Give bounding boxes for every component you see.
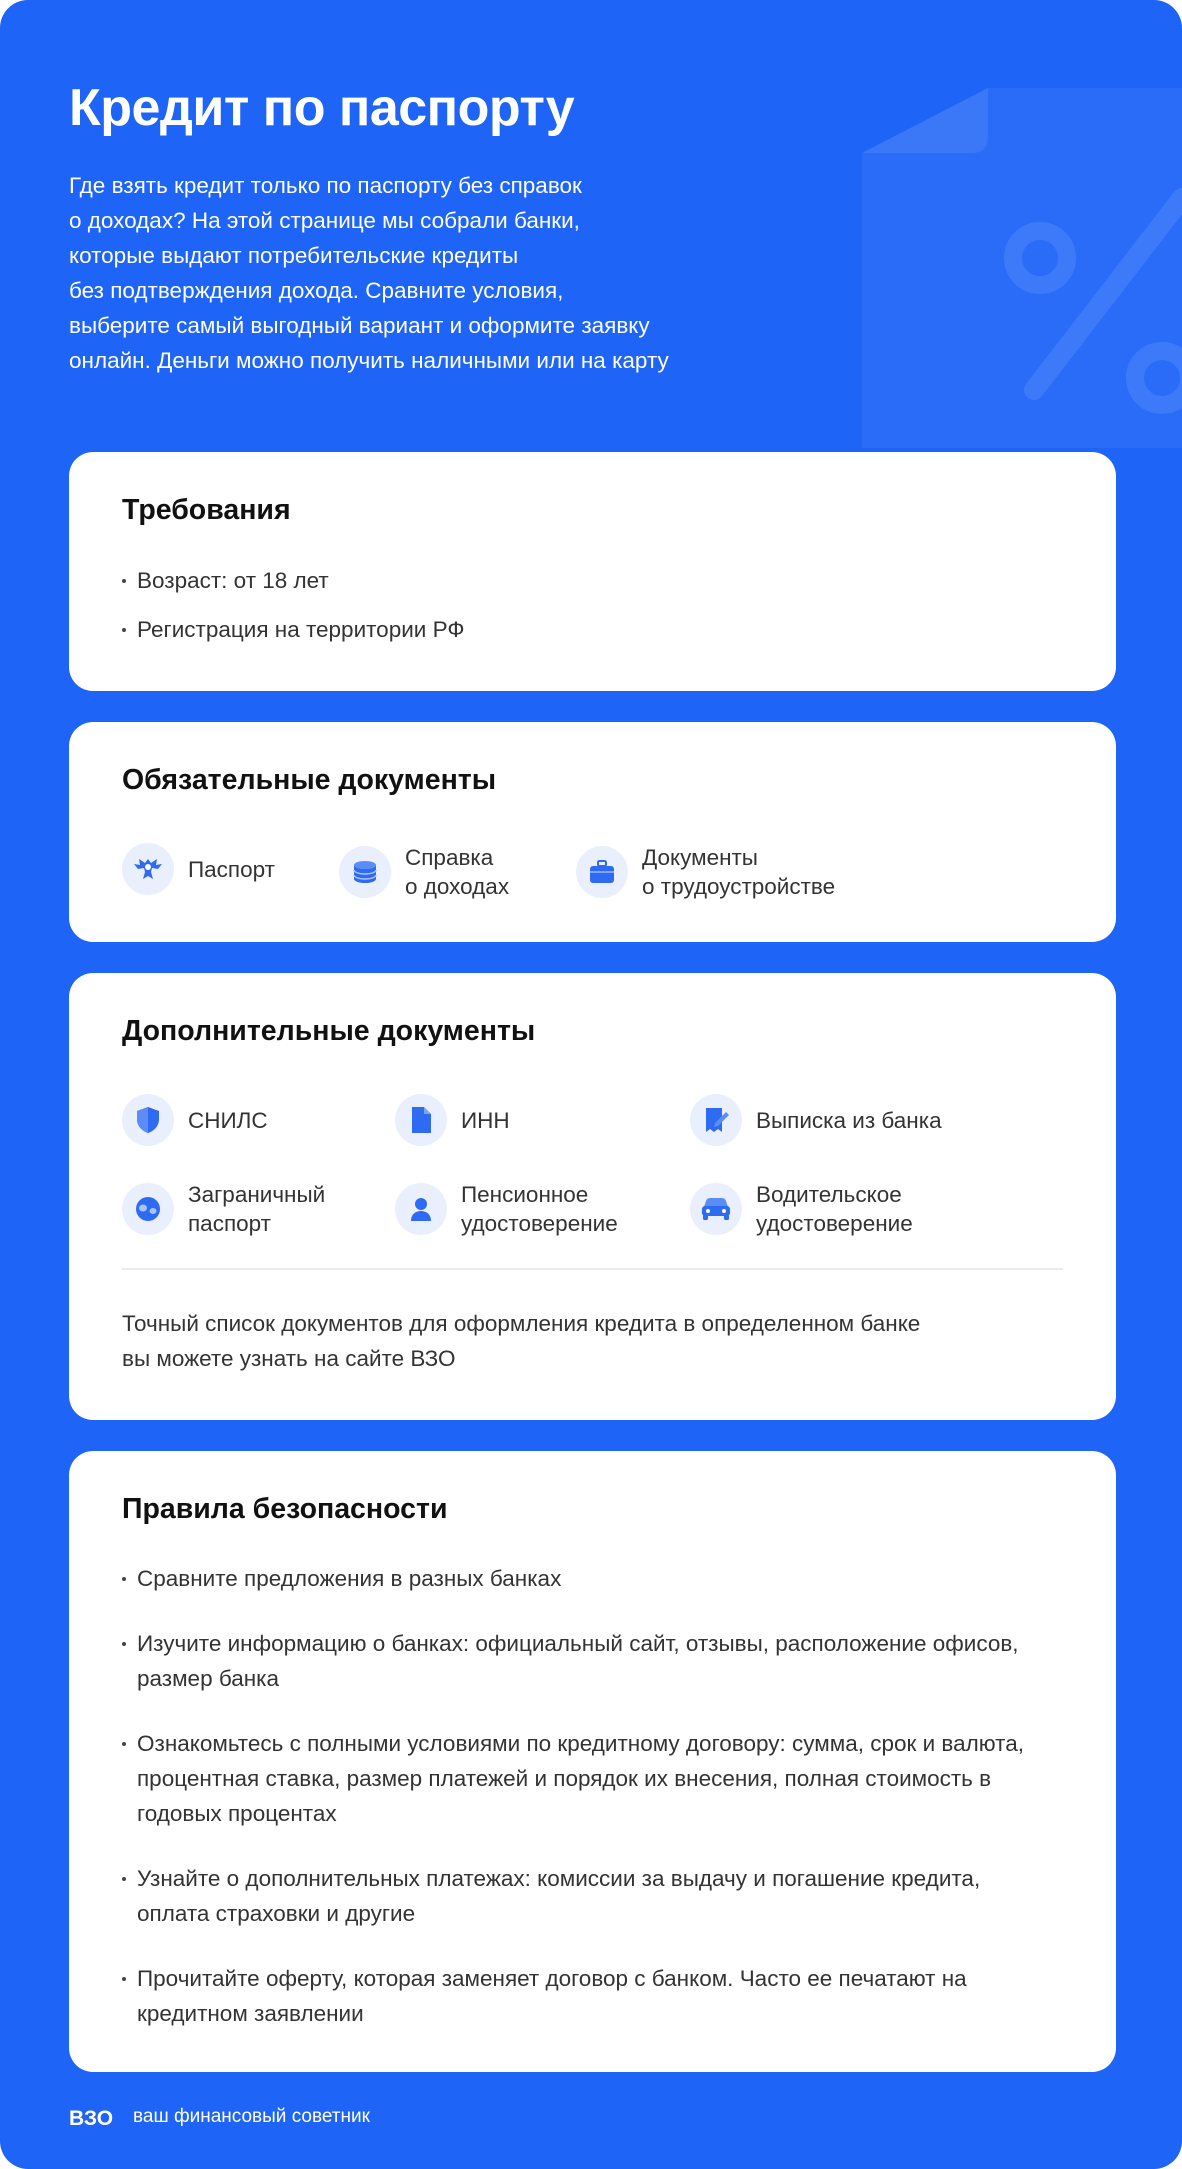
safety-rules-list xyxy=(122,1561,1042,2031)
list-item: Изучите информацию о банках: официальный сайт, отзывы, расположение офисов, размер банка xyxy=(122,1626,1042,1696)
doc-item-income-statement xyxy=(339,843,509,901)
emblem-icon xyxy=(122,843,174,895)
divider xyxy=(122,1268,1063,1270)
doc-item-snils xyxy=(122,1094,268,1146)
list-item: Ознакомьтесь с полными условиями по кредитному договору: сумма, срок и валюта, процентная ставка, размер платежей и порядок их внесения, полная стоимость в годовых процентах xyxy=(122,1726,1042,1831)
statement-icon xyxy=(690,1094,742,1146)
additional-documents-card xyxy=(69,973,1116,1420)
globe-icon xyxy=(122,1183,174,1235)
footer-tagline: ваш финансовый советник xyxy=(133,2106,370,2127)
document-icon xyxy=(395,1094,447,1146)
coins-icon xyxy=(339,846,391,898)
svg-text:ВЗО: ВЗО xyxy=(69,2107,114,2129)
page-title: Кредит по паспорту xyxy=(69,79,575,137)
doc-label: Документы о трудоустройстве xyxy=(642,845,836,899)
list-item: Сравните предложения в разных банках xyxy=(122,1561,1042,1596)
list-item: Регистрация на территории РФ xyxy=(122,612,1042,647)
car-icon xyxy=(690,1183,742,1235)
doc-label: Выписка из банка xyxy=(756,1107,942,1133)
vzo-logo-mark xyxy=(69,2105,119,2129)
shield-icon xyxy=(122,1094,174,1146)
doc-label: ИНН xyxy=(461,1107,510,1133)
doc-label: СНИЛС xyxy=(188,1107,268,1133)
doc-item-passport xyxy=(122,843,275,895)
footer xyxy=(69,2105,370,2129)
person-icon xyxy=(395,1183,447,1235)
doc-label: Пенсионное удостоверение xyxy=(461,1182,618,1236)
doc-item-drivers-license xyxy=(690,1180,913,1238)
doc-label: Заграничный паспорт xyxy=(188,1182,326,1236)
doc-item-bank-statement xyxy=(690,1094,942,1146)
briefcase-icon xyxy=(576,846,628,898)
requirements-list xyxy=(122,563,1042,647)
documents-note: Точный список документов для оформления кредита в определенном банке вы можете узнать на сайте ВЗО xyxy=(122,1311,921,1371)
percent-document-illustration xyxy=(862,88,1182,448)
required-documents-title: Обязательные документы xyxy=(122,764,497,796)
doc-label: Паспорт xyxy=(188,856,275,882)
list-item: Узнайте о дополнительных платежах: комиссии за выдачу и погашение кредита, оплата страховки и другие xyxy=(122,1861,1042,1931)
page-description: Где взять кредит только по паспорту без справок о доходах? На этой странице мы собрали банки, которые выдают потребительские кредиты без подтверждения дохода. Сравните условия, выберите самый выгодный вариант и оформите заявку онлайн. Деньги можно получить наличными или на карту xyxy=(69,173,669,373)
list-item: Прочитайте оферту, которая заменяет договор с банком. Часто ее печатают на кредитном заявлении xyxy=(122,1961,1042,2031)
doc-label: Водительское удостоверение xyxy=(756,1182,913,1236)
safety-rules-title: Правила безопасности xyxy=(122,1493,448,1525)
doc-item-employment-documents xyxy=(576,843,835,901)
required-documents-card xyxy=(69,722,1116,942)
safety-rules-card xyxy=(69,1451,1116,2072)
vzo-logo xyxy=(69,2105,119,2129)
requirements-card xyxy=(69,452,1116,691)
list-item: Возраст: от 18 лет xyxy=(122,563,1042,598)
doc-item-foreign-passport xyxy=(122,1180,325,1238)
additional-documents-title: Дополнительные документы xyxy=(122,1015,536,1047)
doc-item-inn xyxy=(395,1094,510,1146)
doc-label: Справка о доходах xyxy=(405,845,510,899)
requirements-title: Требования xyxy=(122,494,291,526)
doc-item-pension-certificate xyxy=(395,1180,618,1238)
